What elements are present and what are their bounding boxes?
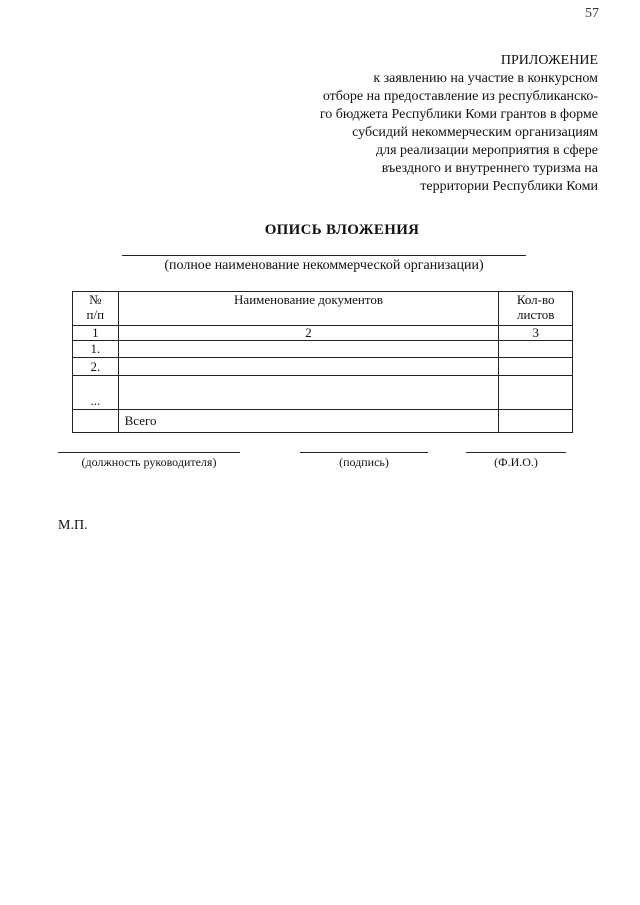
total-empty-cell — [73, 410, 119, 433]
signature-field[interactable] — [300, 452, 428, 470]
row-sheet-count-cell[interactable] — [499, 341, 573, 358]
appendix-line: въездного и внутреннего туризма на — [381, 161, 598, 176]
signature-position-line — [58, 452, 240, 453]
signature-fio-caption: (Ф.И.О.) — [494, 455, 538, 469]
row-sheet-count-cell[interactable] — [499, 376, 573, 410]
row-sheet-count-cell[interactable] — [499, 358, 573, 376]
document-title: ОПИСЬ ВЛОЖЕНИЯ — [264, 222, 420, 238]
organization-name-caption: (полное наименование некоммерческой организации) — [164, 258, 484, 273]
total-row — [73, 410, 573, 433]
column-number: 2 — [118, 326, 499, 341]
organization-name-line[interactable] — [122, 255, 526, 256]
appendix-line: отборе на предоставление из республиканско- — [322, 89, 598, 104]
signature-position-caption: (должность руководителя) — [81, 455, 217, 469]
row-document-name-cell[interactable] — [118, 358, 499, 376]
header-number — [73, 292, 119, 326]
stamp-label: М.П. — [58, 518, 88, 533]
table-row — [73, 341, 573, 358]
column-number: 3 — [499, 326, 573, 341]
appendix-line: к заявлению на участие в конкурсном — [373, 71, 598, 86]
column-number-row — [73, 326, 573, 341]
header-sheet-count — [499, 292, 573, 326]
row-number: 2. — [73, 358, 119, 376]
header-document-name: Наименование документов — [118, 292, 499, 326]
signature-position-field[interactable] — [58, 452, 240, 470]
appendix-line: для реализации мероприятия в сфере — [375, 143, 598, 158]
header-count-line1: Кол-во — [516, 292, 555, 307]
row-number: ... — [73, 376, 119, 410]
appendix-line: го бюджета Республики Коми грантов в форме — [319, 107, 598, 122]
row-document-name-cell[interactable] — [118, 376, 499, 410]
row-document-name-cell[interactable] — [118, 341, 499, 358]
signature-fio-field[interactable] — [466, 452, 566, 470]
table-row — [73, 358, 573, 376]
header-count-line2: листов — [517, 307, 555, 322]
header-number-line1: № — [89, 292, 102, 307]
appendix-line: территории Республики Коми — [420, 179, 598, 194]
appendix-block — [268, 52, 598, 196]
signature-line — [300, 452, 428, 453]
total-sheet-count-cell[interactable] — [499, 410, 573, 433]
table-header-row — [73, 292, 573, 326]
row-number: 1. — [73, 341, 119, 358]
documents-table — [72, 291, 573, 433]
table-row — [73, 376, 573, 410]
appendix-title: ПРИЛОЖЕНИЕ — [500, 53, 598, 68]
page-number: 57 — [585, 6, 599, 21]
signature-caption: (подпись) — [339, 455, 389, 469]
signature-fio-line — [466, 452, 566, 453]
appendix-line: субсидий некоммерческим организациям — [352, 125, 598, 140]
column-number: 1 — [73, 326, 119, 341]
total-label: Всего — [118, 410, 499, 433]
header-number-line2: п/п — [86, 307, 105, 322]
